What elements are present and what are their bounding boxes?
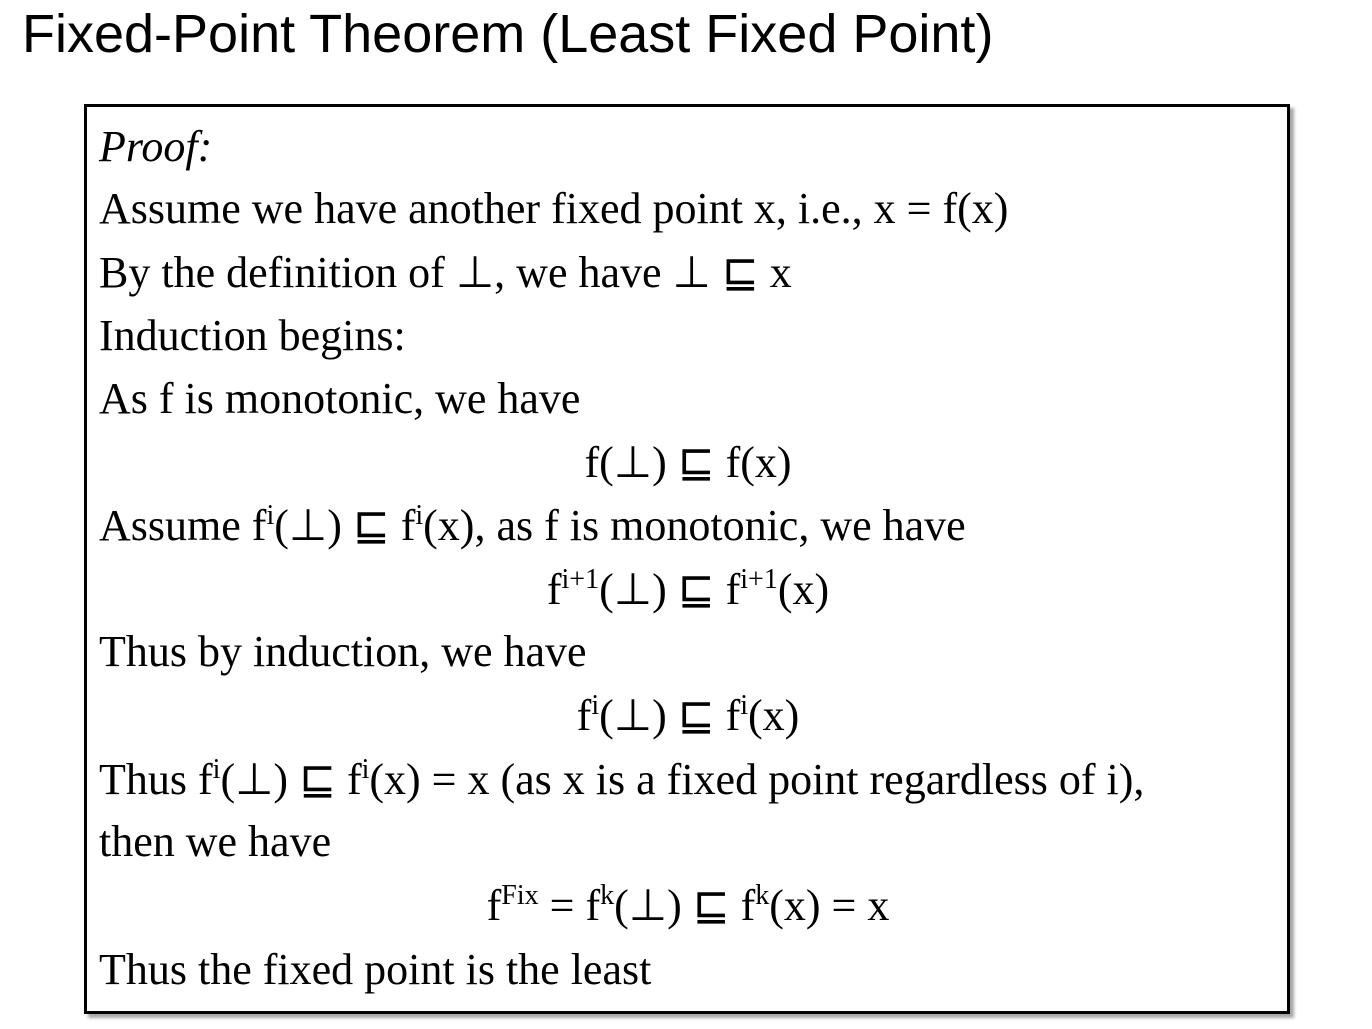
proof-line-bottom-definition: By the definition of ⊥, we have ⊥ ⊑ x [99, 248, 792, 297]
equation-base-case: f(⊥) ⊑ f(x) [584, 438, 792, 487]
proof-heading: Proof: [99, 122, 213, 171]
proof-box [84, 104, 1290, 1014]
text-segment: (x), as f is monotonic, we have [423, 501, 966, 550]
text-segment: (⊥) ⊑ f [220, 755, 362, 804]
superscript: i+1 [561, 564, 600, 595]
text-segment: (⊥) ⊑ f [599, 691, 741, 740]
superscript: i [212, 754, 221, 785]
proof-line-induction-hypothesis [99, 501, 966, 551]
text-segment: (x) [777, 565, 830, 614]
superscript: i+1 [740, 564, 778, 595]
proof-line-thus-by-induction: Thus by induction, we have [99, 627, 587, 676]
slide-title: Fixed-Point Theorem (Least Fixed Point) [22, 4, 994, 64]
superscript: i [266, 500, 275, 531]
equation-induction-result [88, 691, 1288, 741]
text-segment: f [576, 691, 592, 740]
superscript: i [415, 500, 424, 531]
text-segment: (x) = x [769, 881, 890, 930]
superscript: i [740, 690, 749, 721]
text-segment: f [546, 565, 562, 614]
equation-fix-least [88, 881, 1288, 931]
text-segment: Assume f [99, 501, 267, 550]
proof-line-fixed-point-regardless [99, 755, 1144, 805]
text-segment: Thus f [99, 755, 213, 804]
superscript: i [591, 690, 600, 721]
proof-line-monotonic: As f is monotonic, we have [99, 374, 581, 423]
proof-line-assume-fixed-point: Assume we have another fixed point x, i.e., x = f(x) [99, 184, 1009, 233]
superscript: k [600, 880, 615, 911]
text-segment: = f [538, 881, 601, 930]
text-segment: (⊥) ⊑ f [614, 881, 756, 930]
text-segment: (x) [748, 691, 800, 740]
text-segment: (x) = x (as x is a fixed point regardless of i), [369, 755, 1145, 804]
proof-line-induction-begins: Induction begins: [99, 311, 406, 360]
proof-line-conclusion: Thus the fixed point is the least [99, 945, 652, 994]
text-segment: f [486, 881, 502, 930]
superscript: Fix [501, 880, 539, 911]
text-segment: (⊥) ⊑ f [599, 565, 741, 614]
proof-line-then-we-have: then we have [99, 817, 332, 866]
text-segment: (⊥) ⊑ f [274, 501, 416, 550]
superscript: k [755, 880, 770, 911]
equation-induction-step [88, 565, 1288, 615]
superscript: i [361, 754, 370, 785]
